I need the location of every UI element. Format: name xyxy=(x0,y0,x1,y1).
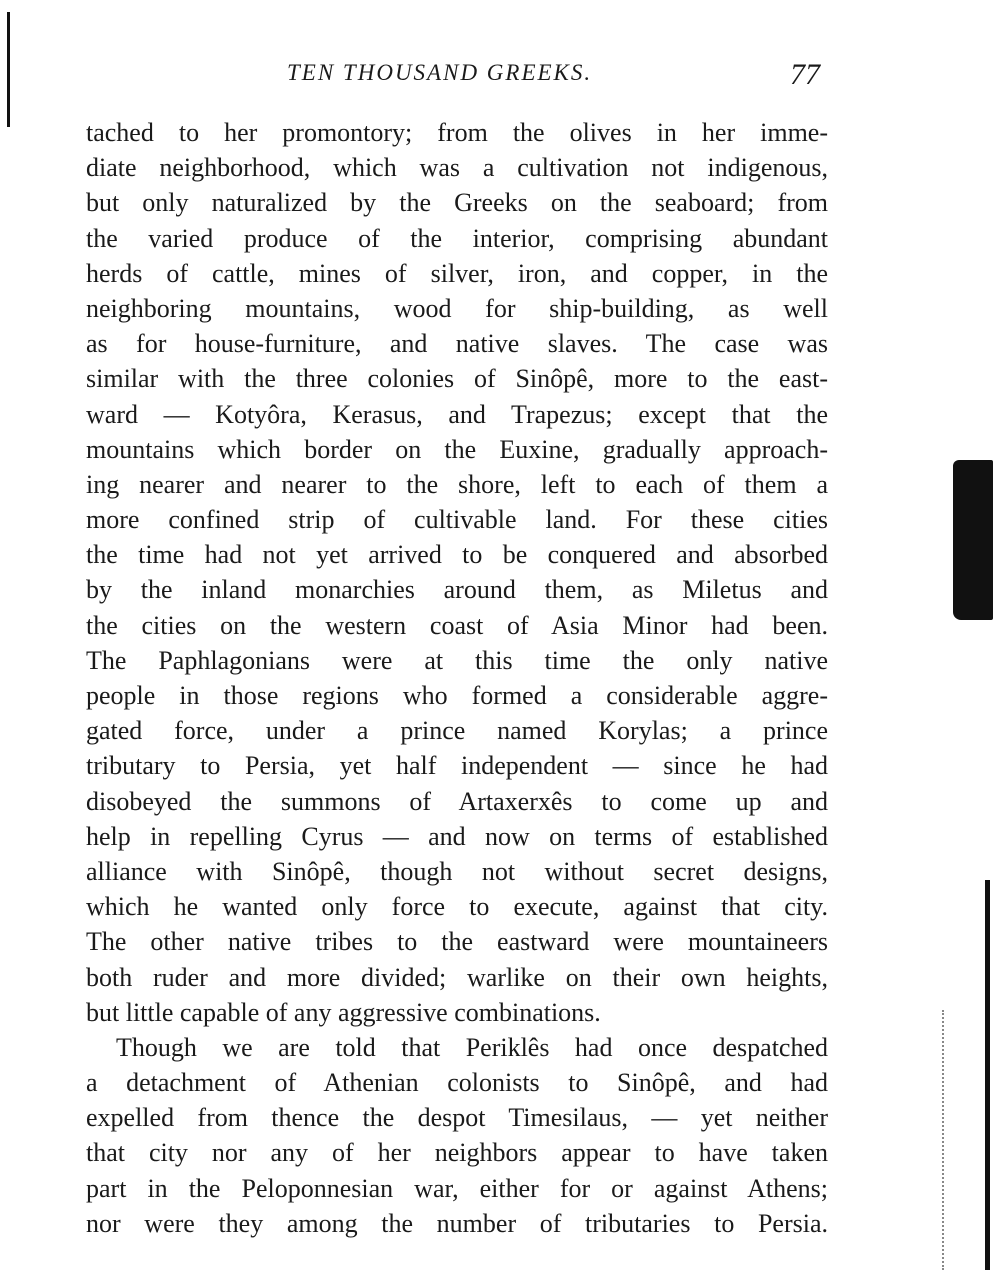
scan-edge-mark-right-top xyxy=(953,460,993,620)
text-line: The other native tribes to the eastward were mountaineers xyxy=(86,927,828,957)
text-line: as for house-furniture, and native slaves. The case was xyxy=(86,329,828,359)
text-line: Though we are told that Periklês had once despatched xyxy=(116,1032,828,1062)
running-title: TEN THOUSAND GREEKS. xyxy=(287,60,593,85)
scan-edge-mark-right-bottom xyxy=(985,880,990,1270)
paragraph-2 xyxy=(86,1030,828,1241)
text-line: diate neighborhood, which was a cultivation not indigenous, xyxy=(86,153,828,183)
scan-edge-mark-left xyxy=(7,12,10,127)
text-line: part in the Peloponnesian war, either for or against Athens; xyxy=(86,1173,828,1203)
text-line: but only naturalized by the Greeks on the seaboard; from xyxy=(86,188,828,218)
text-line: alliance with Sinôpê, though not without secret designs, xyxy=(86,856,828,886)
text-line: by the inland monarchies around them, as Miletus and xyxy=(86,575,828,605)
text-line: mountains which border on the Euxine, gradually approach- xyxy=(86,434,828,464)
scan-edge-dots xyxy=(942,1010,946,1270)
text-line: expelled from thence the despot Timesilaus, — yet neither xyxy=(86,1103,828,1133)
text-line: people in those regions who formed a considerable aggre- xyxy=(86,681,828,710)
text-line: ing nearer and nearer to the shore, left to each of them a xyxy=(86,469,828,499)
text-line: similar with the three colonies of Sinôpê, more to the east- xyxy=(86,364,828,394)
text-line: gated force, under a prince named Korylas; a prince xyxy=(86,716,828,746)
text-line: which he wanted only force to execute, against that city. xyxy=(86,892,828,922)
text-line: more confined strip of cultivable land. For these cities xyxy=(86,505,828,535)
text-line: the varied produce of the interior, comprising abundant xyxy=(86,223,828,253)
text-line: ward — Kotyôra, Kerasus, and Trapezus; except that the xyxy=(86,399,828,429)
text-line: tributary to Persia, yet half independent — since he had xyxy=(86,751,828,781)
body-text xyxy=(86,115,828,1241)
page-number: 77 xyxy=(790,58,820,91)
text-line: the cities on the western coast of Asia Minor had been. xyxy=(86,610,828,640)
text-line: both ruder and more divided; warlike on their own heights, xyxy=(86,962,828,992)
text-line: The Paphlagonians were at this time the only native xyxy=(86,645,828,675)
text-line: herds of cattle, mines of silver, iron, and copper, in the xyxy=(86,258,828,288)
text-line: that city nor any of her neighbors appear to have taken xyxy=(86,1138,828,1168)
text-line: help in repelling Cyrus — and now on terms of established xyxy=(86,821,828,851)
text-line: neighboring mountains, wood for ship-building, as well xyxy=(86,293,828,323)
text-line: tached to her promontory; from the olives in her imme- xyxy=(86,118,828,147)
text-line: disobeyed the summons of Artaxerxês to come up and xyxy=(86,786,828,816)
paragraph-1 xyxy=(86,115,828,1030)
text-line: nor were they among the number of tributaries to Persia. xyxy=(86,1208,828,1238)
text-line: but little capable of any aggressive combinations. xyxy=(86,997,601,1027)
text-line: a detachment of Athenian colonists to Sinôpê, and had xyxy=(86,1068,828,1098)
text-line: the time had not yet arrived to be conquered and absorbed xyxy=(86,540,828,570)
